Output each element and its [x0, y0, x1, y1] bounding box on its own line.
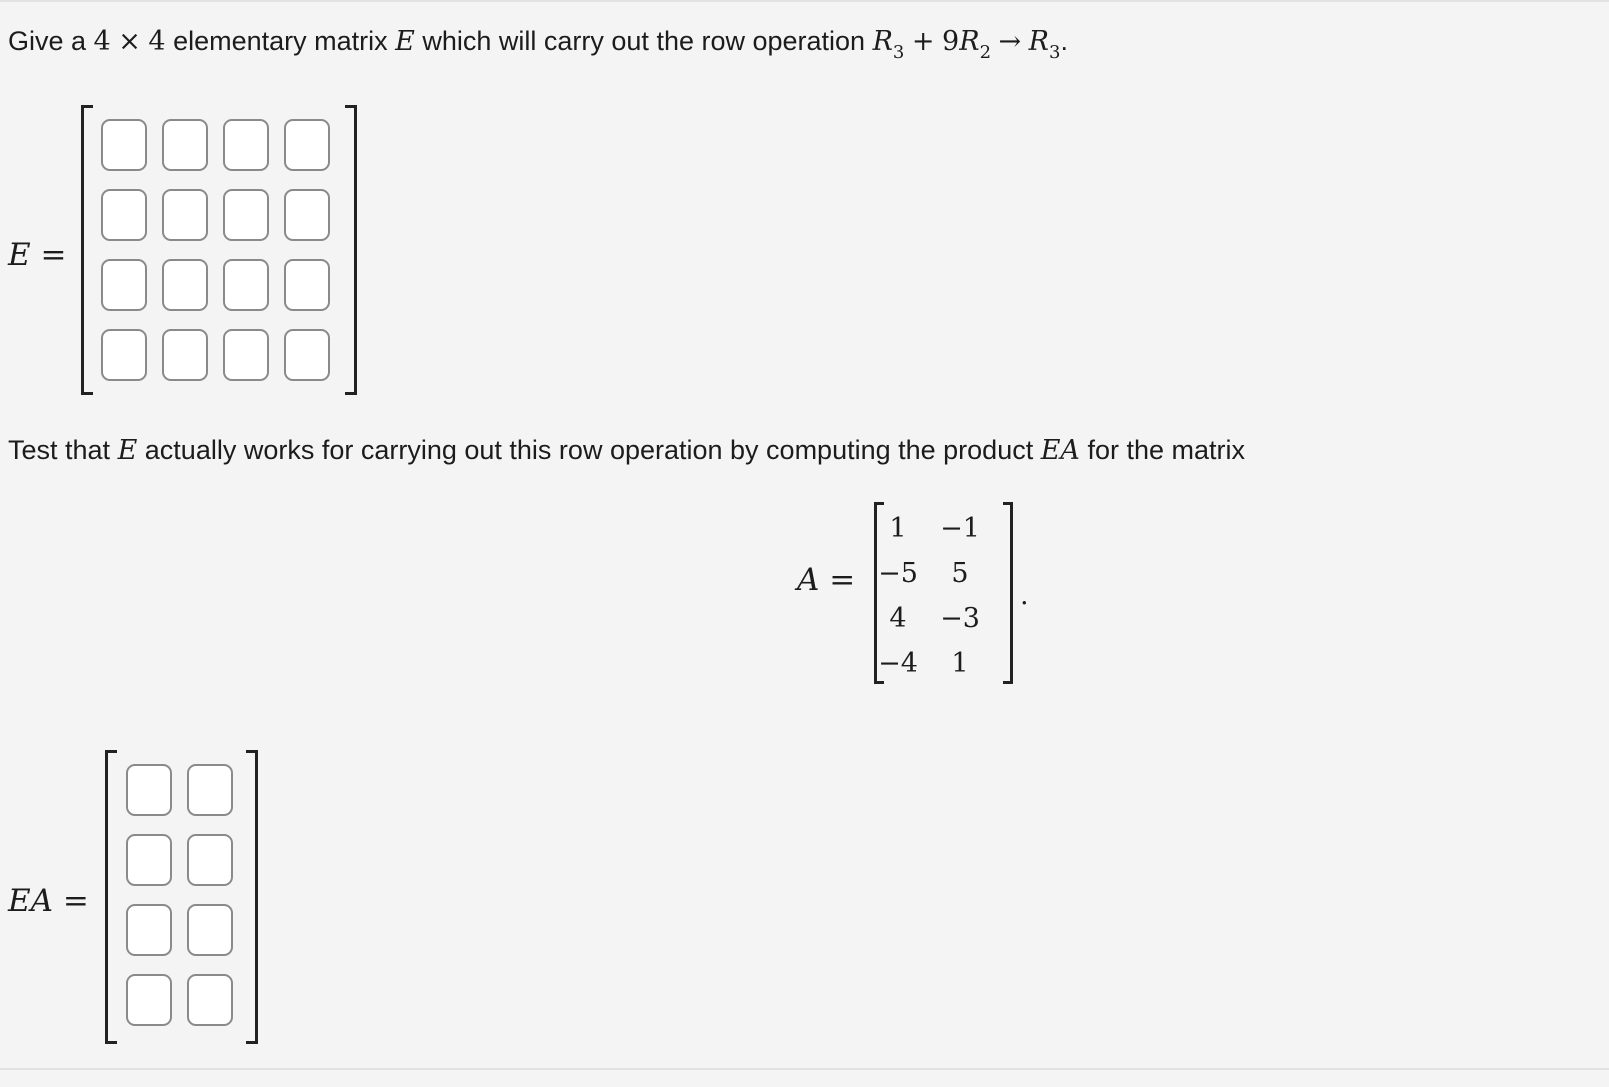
- a-cell-3-2: −3: [940, 603, 980, 634]
- ea-cell-1-1[interactable]: [126, 764, 172, 816]
- a-matrix-period: .: [1020, 580, 1029, 611]
- e-cell-1-3[interactable]: [223, 119, 269, 171]
- e-cell-3-1[interactable]: [101, 259, 147, 311]
- test-text-3: for the matrix: [1079, 435, 1245, 465]
- a-right-bracket: [1003, 502, 1013, 684]
- test-text-2: actually works for carrying out this row operation by computing the product: [137, 435, 1041, 465]
- a-cell-2-2: 5: [951, 558, 969, 589]
- e-cell-4-2[interactable]: [162, 329, 208, 381]
- ea-cell-2-2[interactable]: [187, 834, 233, 886]
- op-r3: R: [1028, 26, 1050, 57]
- op-row-result: 3: [1049, 42, 1061, 63]
- e-cell-2-4[interactable]: [284, 189, 330, 241]
- ea-matrix-grid: [126, 764, 233, 1026]
- e-cell-3-4[interactable]: [284, 259, 330, 311]
- op-r: R: [872, 26, 893, 57]
- question-suffix: which will carry out the row operation: [414, 26, 873, 56]
- top-divider: [0, 0, 1609, 2]
- test-text-1: Test that: [8, 435, 118, 465]
- dim-m: 4: [148, 26, 166, 57]
- e-cell-1-2[interactable]: [162, 119, 208, 171]
- a-cell-2-1: −5: [878, 558, 918, 589]
- var-e: E: [395, 26, 415, 57]
- ea-cell-1-2[interactable]: [187, 764, 233, 816]
- question-text: [8, 26, 1068, 63]
- a-matrix-grid: [872, 506, 996, 686]
- test-product: EA: [1040, 435, 1080, 466]
- a-cell-4-1: −4: [878, 648, 918, 679]
- ea-cell-4-2[interactable]: [187, 974, 233, 1026]
- ea-cell-2-1[interactable]: [126, 834, 172, 886]
- e-cell-2-2[interactable]: [162, 189, 208, 241]
- op-end: .: [1060, 26, 1068, 56]
- op-plus: +: [911, 26, 935, 57]
- a-cell-1-1: 1: [889, 513, 907, 544]
- a-cell-3-1: 4: [889, 603, 907, 634]
- e-cell-2-1[interactable]: [101, 189, 147, 241]
- op-row-target: 3: [892, 42, 905, 63]
- question-middle: elementary matrix: [165, 26, 396, 56]
- e-cell-3-3[interactable]: [223, 259, 269, 311]
- a-cell-4-2: 1: [951, 648, 969, 679]
- e-cell-1-1[interactable]: [101, 119, 147, 171]
- ea-cell-4-1[interactable]: [126, 974, 172, 1026]
- ea-left-bracket: [105, 750, 117, 1044]
- op-coef: 9: [942, 26, 960, 57]
- test-var-e: E: [117, 435, 138, 466]
- e-cell-4-1[interactable]: [101, 329, 147, 381]
- test-text: [8, 435, 1245, 466]
- e-left-bracket: [81, 105, 93, 395]
- a-cell-1-2: −1: [940, 513, 980, 544]
- dim-n: 4: [93, 26, 111, 57]
- question-prefix: Give a: [8, 26, 94, 56]
- ea-cell-3-1[interactable]: [126, 904, 172, 956]
- a-matrix-label: A =: [797, 562, 856, 598]
- bottom-divider: [0, 1068, 1609, 1070]
- op-row-source: 2: [979, 42, 992, 63]
- ea-right-bracket: [246, 750, 258, 1044]
- e-cell-4-4[interactable]: [284, 329, 330, 381]
- e-cell-3-2[interactable]: [162, 259, 208, 311]
- op-r2: R: [959, 26, 980, 57]
- ea-matrix-label: EA =: [8, 883, 89, 919]
- e-matrix-label: E =: [8, 237, 67, 273]
- times-symbol: ×: [118, 26, 141, 57]
- e-matrix-grid: [101, 119, 330, 381]
- ea-cell-3-2[interactable]: [187, 904, 233, 956]
- e-cell-4-3[interactable]: [223, 329, 269, 381]
- e-cell-2-3[interactable]: [223, 189, 269, 241]
- e-cell-1-4[interactable]: [284, 119, 330, 171]
- e-right-bracket: [345, 105, 357, 395]
- op-arrow: →: [998, 26, 1022, 57]
